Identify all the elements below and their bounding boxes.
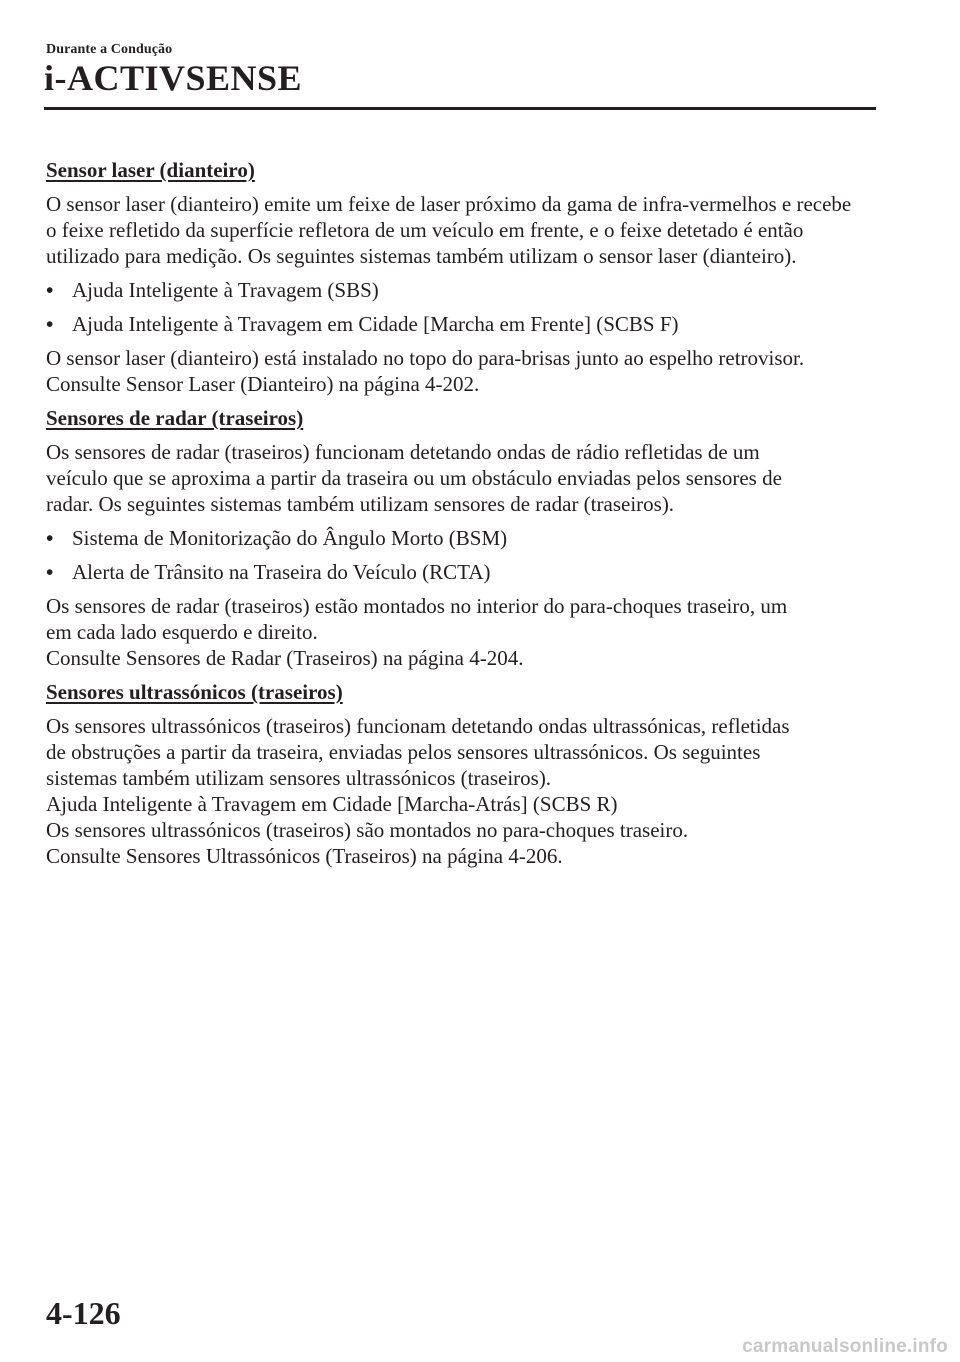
header-divider: [44, 107, 876, 110]
paragraph-radar-outro: [46, 593, 886, 671]
document-body: [46, 157, 886, 877]
text-line: radar. Os seguintes sistemas também utilizam sensores de radar (traseiros).: [46, 492, 675, 516]
text-line: Consulte Sensores de Radar (Traseiros) na página 4-204.: [46, 646, 524, 670]
text-line: de obstruções a partir da traseira, enviadas pelos sensores ultrassónicos. Os seguintes: [46, 740, 761, 764]
list-item-text: Ajuda Inteligente à Travagem (SBS): [72, 278, 379, 302]
heading-laser-sensor: Sensor laser (dianteiro): [46, 158, 255, 182]
text-line: Consulte Sensores Ultrassónicos (Traseiros) na página 4-206.: [46, 844, 563, 868]
text-line: Ajuda Inteligente à Travagem em Cidade [Marcha-Atrás] (SCBS R): [46, 792, 618, 816]
list-item-text: Sistema de Monitorização do Ângulo Morto (BSM): [72, 526, 508, 550]
paragraph-laser-outro: [46, 345, 886, 397]
text-line: O sensor laser (dianteiro) está instalado no topo do para-brisas junto ao espelho retrovisor.: [46, 346, 805, 370]
list-item-text: Ajuda Inteligente à Travagem em Cidade [Marcha em Frente] (SCBS F): [72, 312, 679, 336]
bullet-icon: •: [46, 560, 54, 584]
list-item: [46, 525, 886, 551]
page-title: i-ACTIVSENSE: [44, 58, 303, 98]
list-item: [46, 277, 886, 303]
heading-radar-sensors: Sensores de radar (traseiros): [46, 406, 304, 430]
heading-ultrasonic-sensors: Sensores ultrassónicos (traseiros): [46, 680, 343, 704]
bullet-icon: •: [46, 312, 54, 336]
text-line: Os sensores ultrassónicos (traseiros) funcionam detetando ondas ultrassónicas, refletidas: [46, 714, 790, 738]
bullet-icon: •: [46, 526, 54, 550]
text-line: Os sensores de radar (traseiros) estão montados no interior do para-choques traseiro, um: [46, 594, 788, 618]
text-line: sistemas também utilizam sensores ultrassónicos (traseiros).: [46, 766, 552, 790]
text-line: veículo que se aproxima a partir da traseira ou um obstáculo enviadas pelos sensores de: [46, 466, 782, 490]
text-line: utilizado para medição. Os seguintes sistemas também utilizam o sensor laser (dianteiro).: [46, 244, 797, 268]
section-label: Durante a Condução: [46, 42, 173, 57]
text-line: em cada lado esquerdo e direito.: [46, 620, 318, 644]
paragraph-laser-intro: [46, 191, 886, 269]
list-item-text: Alerta de Trânsito na Traseira do Veículo (RCTA): [72, 560, 491, 584]
list-item: [46, 311, 886, 337]
text-line: Os sensores ultrassónicos (traseiros) são montados no para-choques traseiro.: [46, 818, 689, 842]
text-line: Os sensores de radar (traseiros) funcionam detetando ondas de rádio refletidas de um: [46, 440, 760, 464]
page-number: 4-126: [46, 1295, 121, 1331]
text-line: Consulte Sensor Laser (Dianteiro) na página 4-202.: [46, 372, 480, 396]
bullet-icon: •: [46, 278, 54, 302]
paragraph-radar-intro: [46, 439, 886, 517]
list-item: [46, 559, 886, 585]
watermark: carmanualsonline.info: [742, 1336, 948, 1357]
text-line: O sensor laser (dianteiro) emite um feixe de laser próximo da gama de infra-vermelhos e recebe: [46, 192, 852, 216]
text-line: o feixe refletido da superfície refletora de um veículo em frente, e o feixe detetado é então: [46, 218, 804, 242]
paragraph-ultrasonic: [46, 713, 886, 869]
